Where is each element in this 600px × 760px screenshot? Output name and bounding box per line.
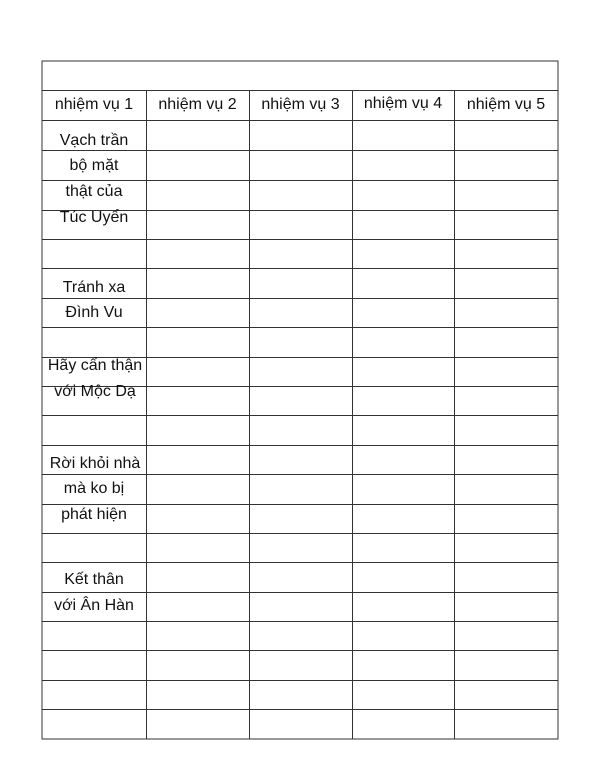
task-4-line-2: mà ko bị xyxy=(63,480,125,497)
task-2-line-2: Đình Vu xyxy=(65,304,123,321)
task-5-line-1: Kết thân xyxy=(64,571,124,588)
task-1-line-2: bộ mặt xyxy=(69,157,119,174)
task-3-line-2: với Mộc Dạ xyxy=(54,383,136,400)
task-1-line-4: Túc Uyển xyxy=(59,209,129,226)
header-task-5: nhiệm vụ 5 xyxy=(466,96,546,113)
task-4-line-1: Rời khỏi nhà xyxy=(49,455,141,472)
task-2-line-1: Tránh xa xyxy=(62,279,126,296)
task-3-line-1: Hãy cẩn thận xyxy=(47,357,143,374)
header-task-3: nhiệm vụ 3 xyxy=(261,96,340,113)
task-5-line-2: với Ân Hàn xyxy=(54,597,134,614)
task-4-line-3: phát hiện xyxy=(61,506,127,523)
task-1-line-3: thật của xyxy=(65,183,123,200)
header-task-2: nhiệm vụ 2 xyxy=(158,96,237,113)
header-task-4: nhiệm vụ 4 xyxy=(363,95,443,112)
task-1-line-1: Vạch trần xyxy=(59,132,129,149)
header-task-1: nhiệm vụ 1 xyxy=(54,96,134,113)
